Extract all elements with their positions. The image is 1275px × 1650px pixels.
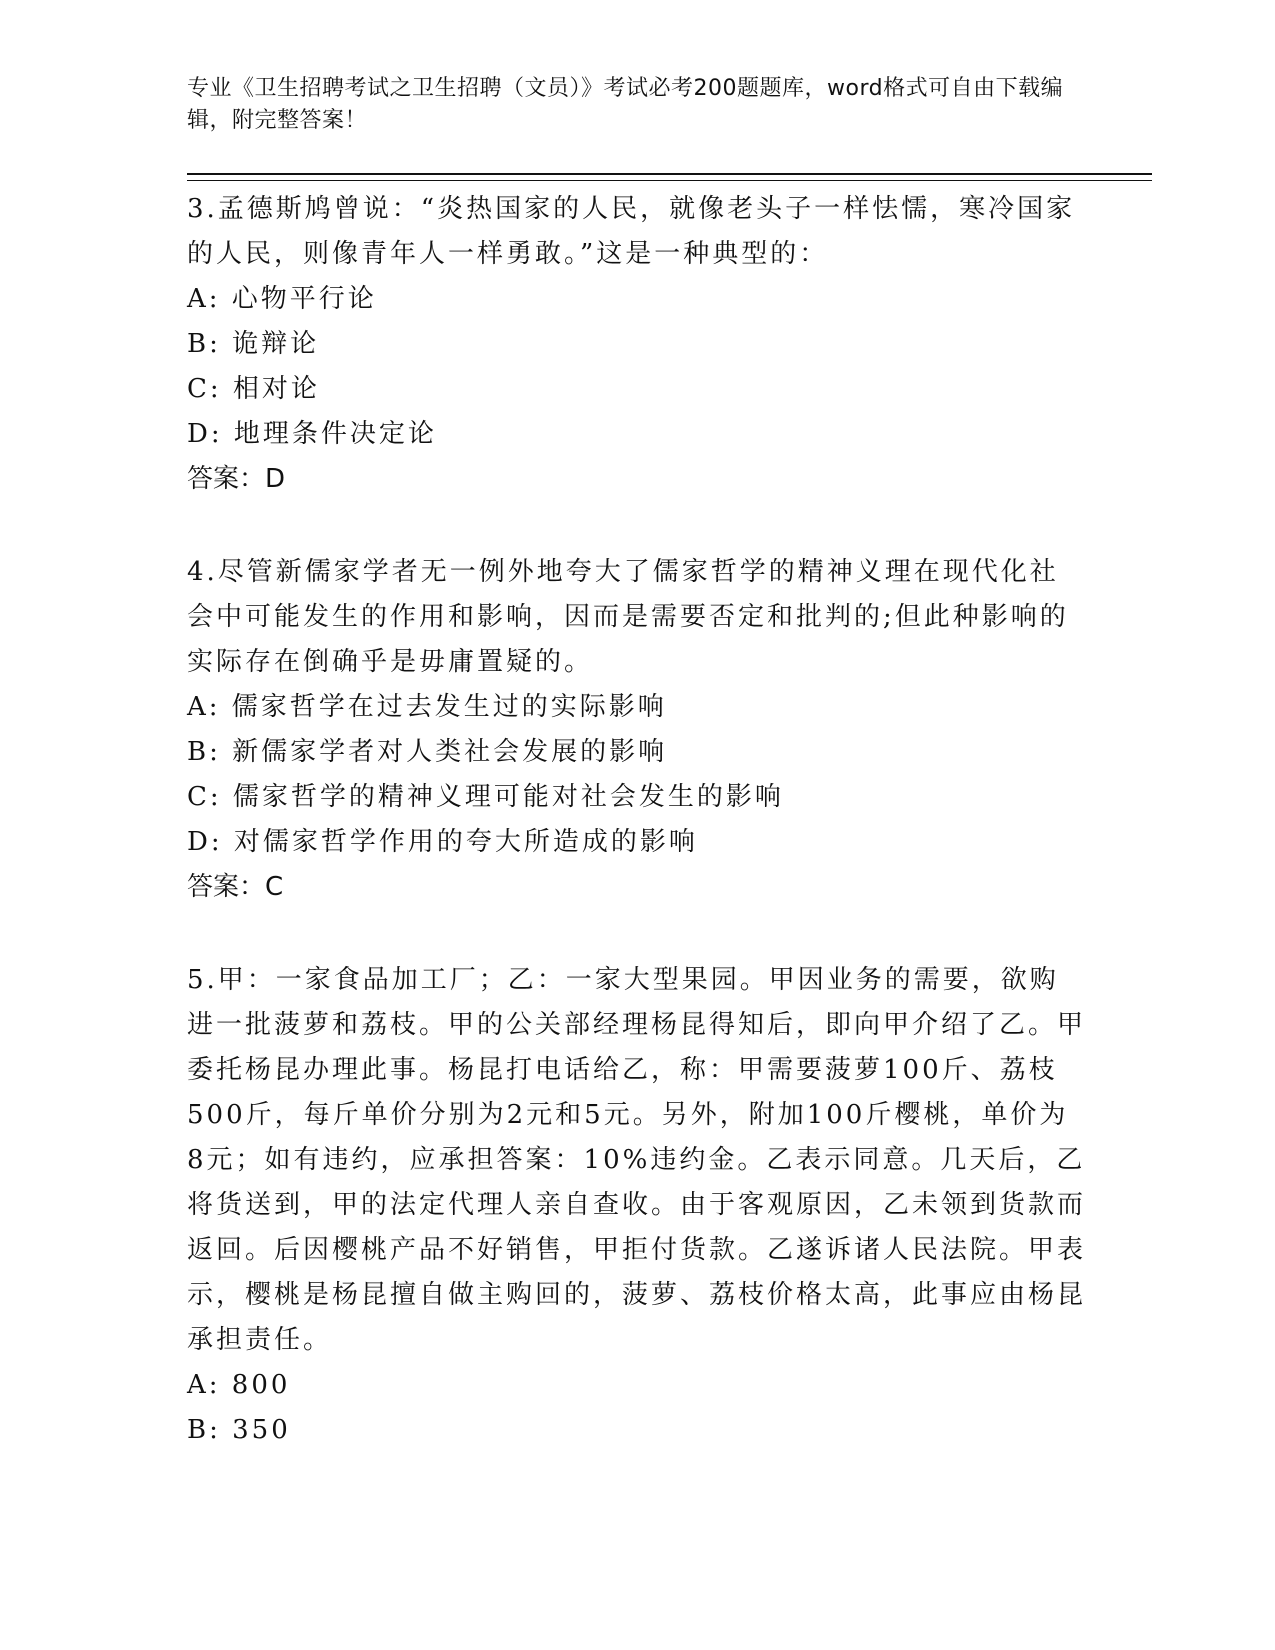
answer: 答案：D	[187, 464, 286, 494]
header-rule-thick	[187, 173, 1152, 175]
question-5	[187, 958, 1087, 1453]
question-text: 4.尽管新儒家学者无一例外地夸大了儒家哲学的精神义理在现代化社会中可能发生的作用和影响，因而是需要否定和批判的;但此种影响的实际存在倒确乎是毋庸置疑的。	[187, 557, 1069, 677]
option-a: A: 800	[187, 1370, 291, 1400]
question-text: 5.甲：一家食品加工厂；乙：一家大型果园。甲因业务的需要，欲购进一批菠萝和荔枝。甲的公关部经理杨昆得知后，即向甲介绍了乙。甲委托杨昆办理此事。杨昆打电话给乙，称：甲需要菠萝100斤、荔枝500斤，每斤单价分别为2元和5元。另外，附加100斤樱桃，单价为8元；如有违约，应承担答案：10%违约金。乙表示同意。几天后，乙将货送到，甲的法定代理人亲自查收。由于客观原因，乙未领到货款而返回。后因樱桃产品不好销售，甲拒付货款。乙遂诉诸人民法院。甲表示，樱桃是杨昆擅自做主购回的，菠萝、荔枝价格太高，此事应由杨昆承担责任。	[187, 965, 1087, 1355]
option-a: A: 心物平行论	[187, 284, 377, 314]
option-c: C: 相对论	[187, 374, 320, 404]
option-b: B: 诡辩论	[187, 329, 320, 359]
answer: 答案：C	[187, 872, 284, 902]
header-rule-thin	[187, 180, 1152, 181]
document-header: 专业《卫生招聘考试之卫生招聘（文员）》考试必考200题题库，word格式可自由下载编辑，附完整答案！	[187, 76, 1064, 133]
question-3	[187, 187, 1087, 502]
option-b: B: 新儒家学者对人类社会发展的影响	[187, 737, 668, 767]
option-d: D: 对儒家哲学作用的夸大所造成的影响	[187, 827, 698, 857]
question-list	[187, 187, 1087, 1501]
option-c: C: 儒家哲学的精神义理可能对社会发生的影响	[187, 782, 784, 812]
question-4	[187, 550, 1087, 910]
option-d: D: 地理条件决定论	[187, 419, 437, 449]
question-text: 3.孟德斯鸠曾说：“炎热国家的人民，就像老头子一样怯懦，寒冷国家的人民，则像青年人一样勇敢。”这是一种典型的：	[187, 194, 1076, 269]
option-a: A: 儒家哲学在过去发生过的实际影响	[187, 692, 667, 722]
option-b: B: 350	[187, 1415, 291, 1445]
